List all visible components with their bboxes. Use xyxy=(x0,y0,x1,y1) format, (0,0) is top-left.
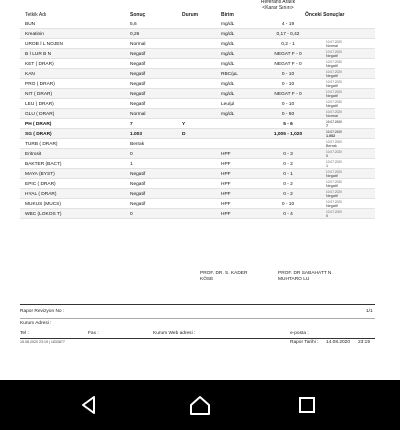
previous-date: 10.07.2020 xyxy=(326,119,342,124)
cell-previous xyxy=(326,110,342,119)
cell-unit: mg/dL xyxy=(221,91,235,97)
cell-result: Negatif xyxy=(130,61,146,67)
cell-reference: 0 - 4 xyxy=(283,211,293,217)
cell-test-name: KAN xyxy=(25,71,35,77)
android-nav-bar xyxy=(0,380,400,430)
footer-divider-3 xyxy=(20,338,375,339)
cell-test-name: UROB İ L NOJEN xyxy=(25,41,63,47)
previous-value: Negatif xyxy=(326,53,338,58)
cell-test-name: WBC (LOKOS T) xyxy=(25,211,62,217)
cell-reference: NEGAT F - 0 xyxy=(274,51,302,57)
cell-result: Negatif xyxy=(130,71,146,77)
page-number: 1/1 xyxy=(366,309,373,314)
cell-test-name: Kreatinin xyxy=(25,31,44,37)
cell-reference: 1,005 - 1,020 xyxy=(273,131,303,137)
address-label: Kurum Adresi : xyxy=(20,321,52,326)
table-row xyxy=(20,149,375,159)
table-row xyxy=(20,49,375,59)
previous-date: 10.07.2020 xyxy=(326,139,342,144)
cell-unit: mg/dL xyxy=(221,31,235,37)
cell-test-name: TURB ( DRAR) xyxy=(25,141,58,147)
cell-unit: mg/dL xyxy=(221,61,235,67)
cell-previous xyxy=(326,170,342,179)
recents-button[interactable] xyxy=(294,392,320,418)
report-time: 23:19 xyxy=(358,340,371,345)
results-table xyxy=(20,19,375,219)
cell-previous xyxy=(326,50,342,59)
email-label: e-posta : xyxy=(290,331,309,336)
previous-date: 10.07.2020 xyxy=(326,109,342,114)
web-label: Kurum Web adresi : xyxy=(153,331,196,336)
previous-date: 10.07.2020 xyxy=(326,159,342,164)
table-row xyxy=(20,99,375,109)
cell-unit: HPF xyxy=(221,181,231,187)
cell-unit: mg/dL xyxy=(221,41,235,47)
table-row xyxy=(20,89,375,99)
cell-reference: 0 - 2 xyxy=(283,161,293,167)
previous-value: Negatif xyxy=(326,103,338,108)
header-unit: Birim xyxy=(221,12,234,18)
table-row xyxy=(20,169,375,179)
cell-result: 0 xyxy=(130,211,133,217)
signature-right: PROF. DR SABAHATT N MUHTARO LU xyxy=(278,271,332,282)
revision-label: Rapor Revizyon No : xyxy=(20,309,65,314)
cell-unit: HPF xyxy=(221,161,231,167)
previous-date: 10.07.2020 xyxy=(326,49,342,54)
previous-date: 10.07.2020 xyxy=(326,179,342,184)
tel-label: Tel : xyxy=(20,331,29,336)
previous-date: 10.07.2020 xyxy=(326,199,342,204)
cell-reference: 0 - 10 xyxy=(281,71,295,77)
cell-reference: 0 - 10 xyxy=(281,201,295,207)
report-date-label: Rapor Tarihi : xyxy=(290,340,319,345)
previous-value: Negatif xyxy=(326,173,338,178)
cell-result: Berrak xyxy=(130,141,145,147)
previous-date: 10.07.2020 xyxy=(326,59,342,64)
print-info: 15.08.2020 23:19 | 1833877 xyxy=(20,340,65,344)
header-test-name: Tetkik Adı xyxy=(25,12,47,18)
cell-result: Negatif xyxy=(130,191,146,197)
cell-previous xyxy=(326,100,342,109)
table-row xyxy=(20,179,375,189)
table-row xyxy=(20,109,375,119)
cell-reference: 0 - 10 xyxy=(281,81,295,87)
cell-test-name: Eritrosit xyxy=(25,151,42,157)
previous-value: Negatif xyxy=(326,193,338,198)
cell-result: 0,26 xyxy=(130,31,140,37)
cell-result: Negatif xyxy=(130,81,146,87)
cell-result: Normal xyxy=(130,111,146,117)
previous-value: Berrak xyxy=(326,143,337,148)
cell-reference: 0 - 10 xyxy=(281,101,295,107)
cell-previous xyxy=(326,120,342,129)
cell-test-name: BUN xyxy=(25,21,36,27)
cell-result: 5,6 xyxy=(130,21,137,27)
cell-test-name: SG ( DRAR) xyxy=(25,131,52,137)
previous-value: 1.002 xyxy=(326,133,336,138)
table-row xyxy=(20,39,375,49)
home-icon xyxy=(188,394,212,416)
cell-previous xyxy=(326,90,342,99)
cell-result: 1 xyxy=(130,161,133,167)
cell-status: Y xyxy=(182,121,186,127)
previous-value: Normal xyxy=(326,43,338,48)
cell-result: Negatif xyxy=(130,91,146,97)
cell-test-name: GLU ( DRAR) xyxy=(25,111,55,117)
cell-test-name: MUKUS (MUCS) xyxy=(25,201,61,207)
cell-reference: NEGAT F - 0 xyxy=(274,61,302,67)
cell-result: Negatif xyxy=(130,101,146,107)
cell-result: Negatif xyxy=(130,171,146,177)
cell-unit: Leu/µl xyxy=(221,101,235,107)
previous-value: 0 xyxy=(326,213,329,218)
cell-test-name: KET ( DRAR) xyxy=(25,61,54,67)
previous-value: Normal xyxy=(326,113,338,118)
previous-value: Negatif xyxy=(326,183,338,188)
cell-unit: mg/dL xyxy=(221,21,235,27)
previous-date: 10.07.2020 xyxy=(326,189,342,194)
table-row xyxy=(20,19,375,29)
cell-test-name: B İ LUR B N xyxy=(25,51,52,57)
cell-reference: 0 - 1 xyxy=(283,171,293,177)
cell-reference: 0 - 2 xyxy=(283,191,293,197)
cell-unit: HPF xyxy=(221,151,231,157)
cell-reference: NEGAT F - 0 xyxy=(274,91,302,97)
cell-previous xyxy=(326,190,342,199)
header-reference: Referans Aralık <Karar Sınırı> xyxy=(260,0,296,11)
previous-date: 10.07.2020 xyxy=(326,79,342,84)
cell-previous xyxy=(326,160,342,169)
fax-label: Fax : xyxy=(88,331,99,336)
table-row xyxy=(20,29,375,39)
cell-result: 7 xyxy=(130,121,133,127)
cell-reference: 0 - 3 xyxy=(283,151,293,157)
header-result: Sonuç xyxy=(130,12,146,18)
table-row xyxy=(20,189,375,199)
cell-unit: mg/dL xyxy=(221,81,235,87)
cell-result: Negatif xyxy=(130,51,146,57)
cell-previous xyxy=(326,210,342,219)
previous-date: 10.07.2020 xyxy=(326,149,342,154)
cell-previous xyxy=(326,130,342,139)
cell-unit: HPF xyxy=(221,191,231,197)
previous-value: 7 xyxy=(326,123,329,128)
cell-reference: 0,2 - 1 xyxy=(281,41,295,47)
cell-result: 1.003 xyxy=(130,131,143,137)
previous-date: 10.07.2020 xyxy=(326,39,342,44)
previous-date: 10.07.2020 xyxy=(326,129,342,134)
header-status: Durum xyxy=(182,12,199,18)
cell-result: Negatif xyxy=(130,201,146,207)
cell-unit: mg/dL xyxy=(221,51,235,57)
previous-date: 10.07.2020 xyxy=(326,209,342,214)
back-button[interactable] xyxy=(76,392,102,418)
cell-reference: 0 - 2 xyxy=(283,181,293,187)
cell-unit: HPF xyxy=(221,211,231,217)
header-previous: Önceki Sonuçlar xyxy=(305,12,345,18)
table-row xyxy=(20,119,375,129)
table-row xyxy=(20,129,375,139)
cell-reference: 5 - 6 xyxy=(283,121,293,127)
previous-date: 10.07.2020 xyxy=(326,69,342,74)
cell-unit: RBC/µL xyxy=(221,71,238,77)
cell-reference: 0 - 50 xyxy=(281,111,295,117)
cell-test-name: HYAL ( DRAR) xyxy=(25,191,57,197)
cell-previous xyxy=(326,150,342,159)
cell-test-name: NIT ( DRAR) xyxy=(25,91,53,97)
cell-previous xyxy=(326,200,342,209)
table-row xyxy=(20,199,375,209)
back-triangle-icon xyxy=(78,394,100,416)
home-button[interactable] xyxy=(187,392,213,418)
cell-status: D xyxy=(182,131,186,137)
cell-previous xyxy=(326,70,342,79)
previous-date: 10.07.2020 xyxy=(326,89,342,94)
previous-value: 1 xyxy=(326,163,329,168)
cell-previous xyxy=(326,60,342,69)
cell-result: 0 xyxy=(130,151,133,157)
cell-result: Normal xyxy=(130,41,146,47)
signature-left: PROF. DR. S. KADER KÖSE xyxy=(200,271,248,282)
cell-result: Negatif xyxy=(130,181,146,187)
cell-unit: mg/dL xyxy=(221,111,235,117)
cell-previous xyxy=(326,40,342,49)
table-row xyxy=(20,159,375,169)
cell-unit: HPF xyxy=(221,201,231,207)
table-row xyxy=(20,209,375,219)
cell-test-name: LEU ( DRAR) xyxy=(25,101,54,107)
report-date: 14.08.2020 xyxy=(326,340,351,345)
table-row xyxy=(20,139,375,149)
previous-value: Negatif xyxy=(326,83,338,88)
footer-divider-2 xyxy=(20,318,375,319)
table-row xyxy=(20,59,375,69)
previous-value: Negatif xyxy=(326,63,338,68)
cell-unit: HPF xyxy=(221,171,231,177)
previous-value: Negatif xyxy=(326,73,338,78)
previous-value: Negatif xyxy=(326,93,338,98)
table-row xyxy=(20,69,375,79)
cell-reference: 0,17 - 0,42 xyxy=(276,31,300,37)
cell-test-name: BAKTER (BACT) xyxy=(25,161,62,167)
recents-square-icon xyxy=(297,395,317,415)
table-row xyxy=(20,79,375,89)
cell-previous xyxy=(326,180,342,189)
cell-previous xyxy=(326,140,342,149)
previous-date: 10.07.2020 xyxy=(326,169,342,174)
table-header xyxy=(0,0,400,20)
footer-divider xyxy=(20,304,375,305)
cell-test-name: PRO ( DRAR) xyxy=(25,81,55,87)
cell-previous xyxy=(326,80,342,89)
cell-reference: 4 - 19 xyxy=(281,21,295,27)
cell-test-name: PH ( DRAR) xyxy=(25,121,52,127)
cell-test-name: MAYA (BYST) xyxy=(25,171,55,177)
previous-date: 10.07.2020 xyxy=(326,99,342,104)
previous-value: Negatif xyxy=(326,203,338,208)
previous-value: 0 xyxy=(326,153,329,158)
cell-test-name: EPIC ( DRAR) xyxy=(25,181,56,187)
